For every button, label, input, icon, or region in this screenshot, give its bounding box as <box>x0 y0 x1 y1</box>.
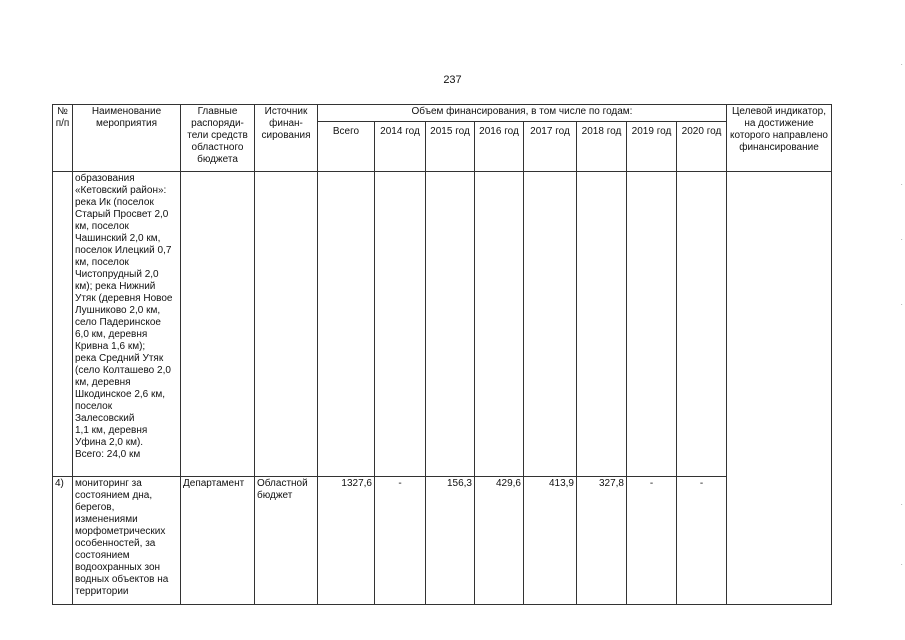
row-year-value: - <box>677 477 727 605</box>
header-year: 2018 год <box>577 122 627 172</box>
scan-mark: · <box>900 180 903 189</box>
row-source: Областной бюджет <box>255 477 318 605</box>
row-total <box>318 172 375 477</box>
row-year-value <box>524 172 577 477</box>
row-year-value: 327,8 <box>577 477 627 605</box>
row-year-value <box>627 172 677 477</box>
header-financing-group: Объем финансирования, в том числе по годам: <box>318 105 727 122</box>
row-year-value <box>426 172 475 477</box>
scan-mark: · <box>900 560 903 569</box>
page-number: 237 <box>443 74 462 86</box>
header-source: Источник финан- сирования <box>255 105 318 172</box>
financing-table <box>52 104 832 605</box>
header-total: Всего <box>318 122 375 172</box>
scan-mark: · <box>900 235 903 244</box>
header-name: Наименование мероприятия <box>73 105 181 172</box>
row-indicator <box>727 172 832 605</box>
row-managers <box>181 172 255 477</box>
header-year: 2016 год <box>475 122 524 172</box>
row-year-value: - <box>375 477 426 605</box>
table-row <box>53 477 832 605</box>
header-year: 2020 год <box>677 122 727 172</box>
scan-mark: · <box>900 60 903 69</box>
row-managers: Департамент <box>181 477 255 605</box>
row-year-value: 156,3 <box>426 477 475 605</box>
table-row <box>53 172 832 477</box>
row-year-value: 429,6 <box>475 477 524 605</box>
row-name: образования «Кетовский район»: река Ик (поселок Старый Просвет 2,0 км, поселок Чашинский 2,0 км, поселок Илецкий 0,7 км, поселок Чистопрудный 2,0 км); река Нижний Утяк (деревня Новое Лушниково 2,0 км, село Падеринское 6,0 км, деревня Кривна 1,6 км); река Средний Утяк (село Колташево 2,0 км, деревня Шкодинское 2,6 км, поселок Залесовский 1,1 км, деревня Уфина 2,0 км). Всего: 24,0 км <box>73 172 181 477</box>
scan-mark: · <box>900 500 903 509</box>
header-managers: Главные распоряди- тели средств областного бюджета <box>181 105 255 172</box>
row-year-value: - <box>627 477 677 605</box>
header-year: 2017 год <box>524 122 577 172</box>
header-indicator: Целевой индикатор, на достижение которого направлено финансирование <box>727 105 832 172</box>
row-num: 4) <box>53 477 73 605</box>
scan-mark: · <box>900 300 903 309</box>
row-year-value <box>475 172 524 477</box>
row-source <box>255 172 318 477</box>
row-name: мониторинг за состоянием дна, берегов, изменениями морфометрических особенностей, за состоянием водоохранных зон водных объектов на территории <box>73 477 181 605</box>
row-year-value <box>677 172 727 477</box>
row-year-value <box>577 172 627 477</box>
row-year-value <box>375 172 426 477</box>
header-year: 2014 год <box>375 122 426 172</box>
header-row-1 <box>53 105 832 122</box>
row-year-value: 413,9 <box>524 477 577 605</box>
row-num <box>53 172 73 477</box>
header-year: 2015 год <box>426 122 475 172</box>
row-total: 1327,6 <box>318 477 375 605</box>
header-num: № п/п <box>53 105 73 172</box>
header-year: 2019 год <box>627 122 677 172</box>
